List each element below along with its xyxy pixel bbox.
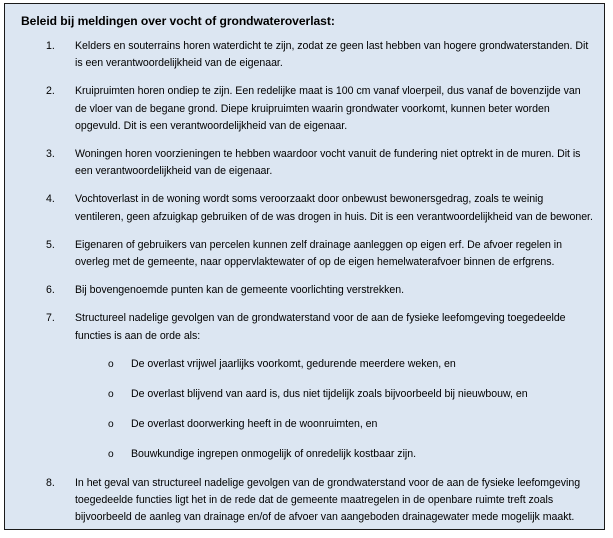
list-item: [18, 83, 594, 135]
list-item-marker: 3.: [46, 148, 55, 161]
list-item-text: Bij bovengenoemde punten kan de gemeente voorlichting verstrekken.: [75, 284, 404, 297]
list-item-text: Eigenaren of gebruikers van percelen kunnen zelf drainage aanleggen op eigen erf. De afvoer regelen in overleg met de gemeente, naar oppervlaktewater of op de eigen hemelwaterafvoer binnen de erfgrens.: [75, 238, 562, 269]
sub-list-item-text: De overlast blijvend van aard is, dus niet tijdelijk zoals bijvoorbeeld bij nieuwbouw, en: [131, 388, 528, 401]
list-item: [18, 237, 594, 271]
list-item-text: In het geval van structureel nadelige gevolgen van de grondwaterstand voor de aan de fysieke leefomgeving toegedeelde functies ligt het in de rede dat de gemeente maatregelen in de openbare ruimte treft zoals bijvoorbeeld de aanleg van drainage en/of de afvoer van aangeboden drainagewater mede mogelijk maakt.: [75, 476, 581, 524]
sub-list-item-text: Bouwkundige ingrepen onmogelijk of onredelijk kostbaar zijn.: [131, 448, 416, 461]
list-item-marker: 8.: [46, 476, 55, 489]
list-item-marker: 7.: [46, 312, 55, 325]
list-item: [18, 282, 594, 299]
sub-list-item: [75, 446, 594, 463]
list-item-text: Kelders en souterrains horen waterdicht te zijn, zodat ze geen last hebben van hogere grondwaterstanden. Dit is een verantwoordelijkheid van de eigenaar.: [75, 40, 589, 70]
sub-list-item: [75, 416, 594, 433]
circle-bullet-icon: o: [108, 449, 114, 461]
page-title: Beleid bij meldingen over vocht of grondwateroverlast:: [21, 14, 335, 28]
sub-list-item: [75, 356, 594, 373]
list-item: [18, 191, 594, 225]
list-item-marker: 4.: [46, 193, 55, 206]
sub-list-item-text: De overlast doorwerking heeft in de woonruimten, en: [131, 418, 378, 431]
circle-bullet-icon: o: [108, 389, 114, 401]
sub-list-item: [75, 386, 594, 403]
list-item: [18, 146, 594, 180]
policy-sub-list: [75, 356, 594, 464]
list-item-marker: 6.: [46, 284, 55, 297]
policy-box-inner: [5, 4, 604, 530]
policy-numbered-list: [18, 38, 594, 526]
list-item: [18, 38, 594, 72]
list-item-marker: 2.: [46, 85, 55, 98]
list-item: [18, 310, 594, 463]
list-item: [18, 475, 594, 527]
list-item-marker: 1.: [46, 40, 55, 52]
circle-bullet-icon: o: [108, 419, 114, 431]
list-item-text: Woningen horen voorzieningen te hebben waardoor vocht vanuit de fundering niet optrekt in de muren. Dit is een verantwoordelijkheid van de eigenaar.: [75, 148, 581, 178]
list-item-marker: 5.: [46, 238, 55, 251]
sub-list-item-text: De overlast vrijwel jaarlijks voorkomt, gedurende meerdere weken, en: [131, 357, 456, 370]
policy-text-box: [4, 3, 605, 530]
list-item-text: Structureel nadelige gevolgen van de grondwaterstand voor de aan de fysieke leefomgeving toegedeelde functies is aan de orde als:: [75, 312, 566, 342]
list-item-text: Vochtoverlast in de woning wordt soms veroorzaakt door onbewust bewonersgedrag, zoals te weinig ventileren, geen afzuigkap gebruiken of de was drogen in huis. Dit is een verantwoordelijkheid van de bewoner.: [75, 193, 593, 223]
list-item-text: Kruipruimten horen ondiep te zijn. Een redelijke maat is 100 cm vanaf vloerpeil, dus vanaf de bovenzijde van de vloer van de begane grond. Diepe kruipruimten waarin grondwater voorkomt, kunnen beter worden opgevuld. Dit is een verantwoordelijkheid van de eigenaar.: [75, 85, 581, 132]
circle-bullet-icon: o: [108, 358, 114, 370]
